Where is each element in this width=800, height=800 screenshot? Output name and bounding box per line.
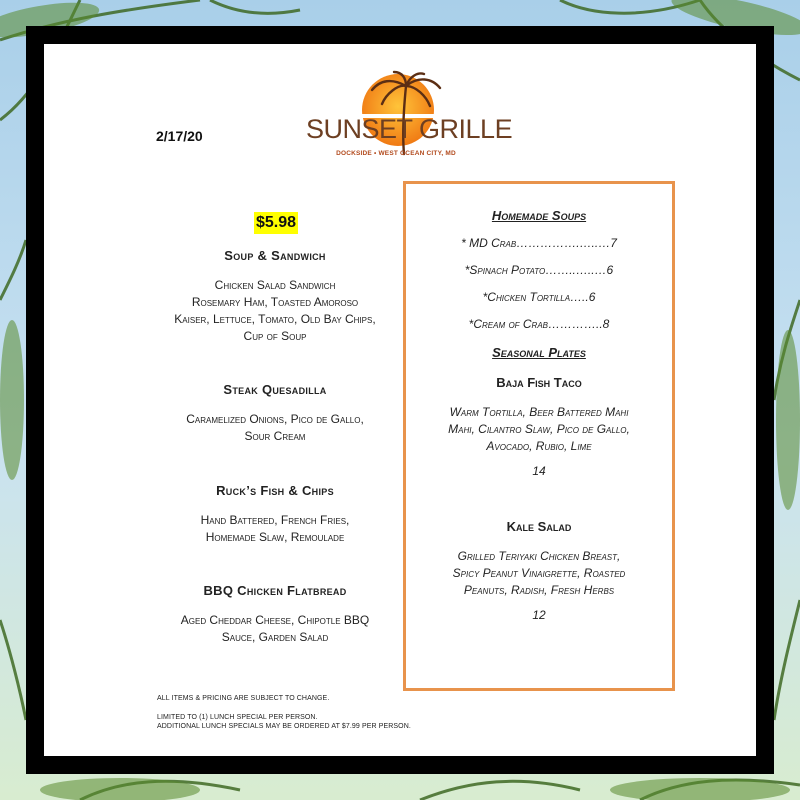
- footer-additional: ADDITIONAL LUNCH SPECIALS MAY BE ORDERED AT $7.99 PER PERSON.: [157, 723, 411, 730]
- plate-title-kale-salad: Kale Salad: [506, 519, 572, 534]
- footer-limit: LIMITED TO (1) LUNCH SPECIAL PER PERSON.: [157, 714, 318, 721]
- desc-line: Chicken Salad Sandwich: [214, 278, 336, 292]
- desc-line: Spicy Peanut Vinaigrette, Roasted: [452, 566, 626, 580]
- desc-line: Caramelized Onions, Pico de Gallo,: [186, 412, 364, 426]
- item-desc-bbq-flatbread: [150, 612, 400, 646]
- desc-line: Warm Tortilla, Beer Battered Mahi: [449, 405, 629, 419]
- plate-desc-baja-fish-taco: [406, 404, 672, 455]
- item-desc-soup-sandwich: [150, 277, 400, 345]
- plate-price: 14: [532, 464, 546, 478]
- item-desc-fish-chips: [150, 512, 400, 546]
- desc-line: Kaiser, Lettuce, Tomato, Old Bay Chips,: [174, 312, 376, 326]
- desc-line: Sauce, Garden Salad: [221, 630, 329, 644]
- plate-price: 12: [532, 608, 546, 622]
- desc-line: Homemade Slaw, Remoulade: [205, 530, 345, 544]
- logo-name: SUNSET GRILLE: [306, 114, 513, 144]
- desc-line: Mahi, Cilantro Slaw, Pico de Gallo,: [448, 422, 630, 436]
- logo-tagline: DOCKSIDE • WEST OCEAN CITY, MD: [336, 150, 456, 157]
- desc-line: Cup of Soup: [243, 329, 307, 343]
- plate-title-baja-fish-taco: Baja Fish Taco: [496, 375, 582, 390]
- item-title-soup-sandwich: Soup & Sandwich: [224, 248, 326, 263]
- item-title-steak-quesadilla: Steak Quesadilla: [223, 382, 327, 397]
- soup-item: * MD Crab…………….…..…7: [461, 236, 617, 250]
- footer-disclaimer: ALL ITEMS & PRICING ARE SUBJECT TO CHANGE.: [157, 695, 330, 702]
- special-price: $5.98: [254, 212, 298, 234]
- soup-item: *Spinach Potato……..…..…6: [464, 263, 614, 277]
- item-title-fish-chips: Ruck’s Fish & Chips: [216, 483, 334, 498]
- specials-box: [403, 181, 675, 691]
- item-desc-steak-quesadilla: [150, 411, 400, 445]
- soups-heading: Homemade Soups: [491, 208, 587, 223]
- desc-line: Peanuts, Radish, Fresh Herbs: [463, 583, 615, 597]
- plates-heading: Seasonal Plates: [492, 345, 586, 360]
- soup-item: *Cream of Crab…………..8: [468, 317, 610, 331]
- soup-item: *Chicken Tortilla…..6: [482, 290, 596, 304]
- desc-line: Grilled Teriyaki Chicken Breast,: [457, 549, 621, 563]
- desc-line: Hand Battered, French Fries,: [200, 513, 350, 527]
- plate-desc-kale-salad: [406, 548, 672, 599]
- menu-date: 2/17/20: [156, 128, 203, 144]
- desc-line: Avocado, Rubio, Lime: [486, 439, 592, 453]
- sunset-grille-logo: [306, 70, 513, 168]
- desc-line: Aged Cheddar Cheese, Chipotle BBQ: [180, 613, 370, 627]
- desc-line: Sour Cream: [244, 429, 306, 443]
- item-title-bbq-flatbread: BBQ Chicken Flatbread: [203, 583, 347, 598]
- desc-line: Rosemary Ham, Toasted Amoroso: [191, 295, 359, 309]
- special-price-badge: [254, 212, 298, 234]
